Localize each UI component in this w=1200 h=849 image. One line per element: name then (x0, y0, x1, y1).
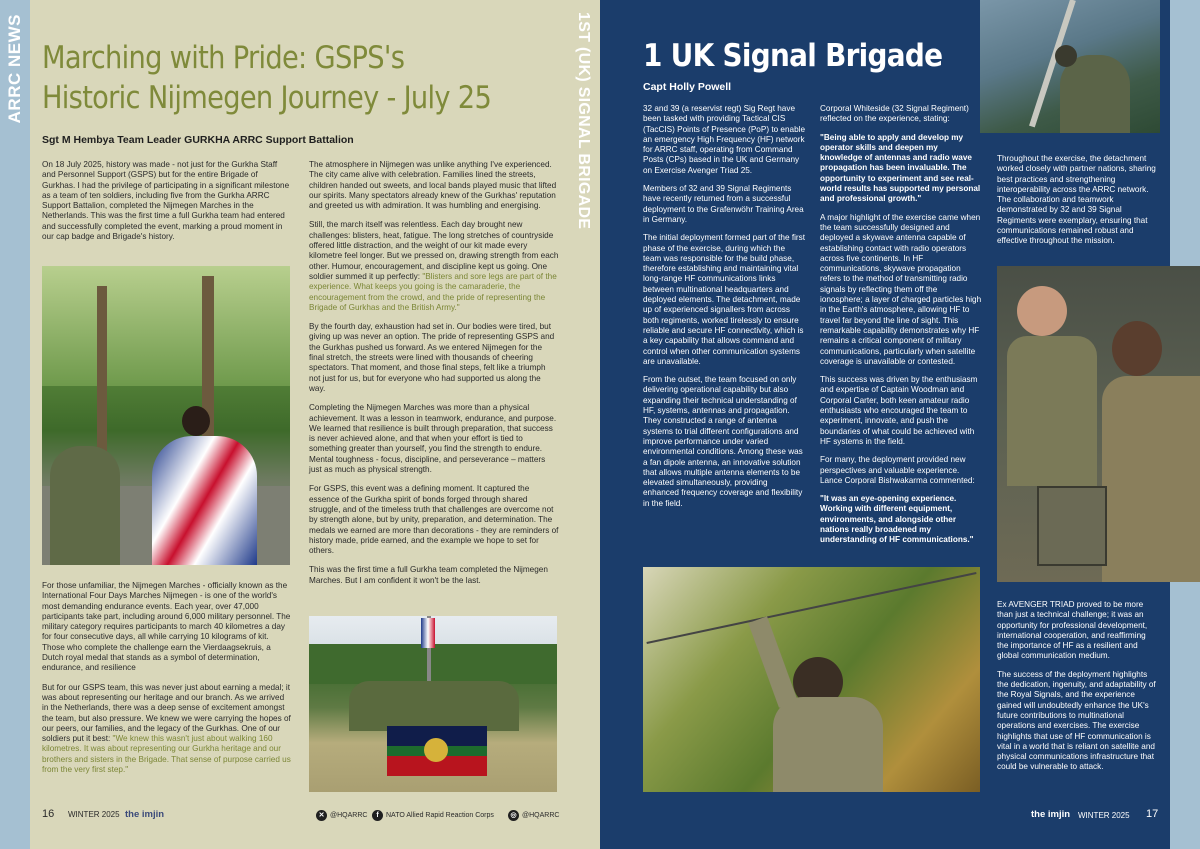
social-handle: NATO Allied Rapid Reaction Corps (386, 811, 494, 819)
section-strip (0, 0, 30, 849)
paragraph: From the outset, the team focused on only delivering operational capability but also expanding their technical understanding of HF, systems, antennas and propagation. They constructed a range of antenna systems to trial different configurations and improve performance under varied environmental conditions. Among these was a fan dipole antenna, an innovative solution that allows multiple antenna elements to be elevated simultaneously, providing enhanced frequency coverage and flexibility in the field. (643, 375, 803, 508)
paragraph: By the fourth day, exhaustion had set in. Our bodies were tired, but giving up was never an option. The pride of representing GSPS and the Gurkhas pushed us forward. As we entered Nijmegen for the final stretch, the streets were lined with thousands of cheering spectators. That moment, and those final steps, felt like a triumph not just for us, but for everyone who had supported us along the way. (309, 322, 555, 393)
paragraph: The atmosphere in Nijmegen was unlike anything I've experienced. The city came alive with celebration. Families lined the streets, children handed out sweets, and local bands played music that lifted our spirits. Many spectators already knew of the Gurkhas' reputation and greeted us with admiration. It was humbling and energising. (309, 160, 557, 211)
x-icon: ✕ (316, 810, 327, 821)
social-x-link[interactable] (316, 809, 367, 821)
section-tag: 1ST (UK) SIGNAL BRIGADE (575, 12, 592, 230)
page-number: 16 (42, 808, 55, 820)
photo-radio-operators (997, 266, 1200, 582)
article-headline: Marching with Pride: GSPS's Historic Nijmegen Journey - July 25 (42, 40, 492, 116)
article-column-1-bottom (42, 581, 292, 784)
facebook-icon: f (372, 810, 383, 821)
section-tag: ARRC NEWS (5, 14, 24, 124)
issue-season: WINTER 2025 (1078, 811, 1130, 820)
article-column-1-top (42, 160, 292, 251)
paragraph: This was the first time a full Gurkha team completed the Nijmegen Marches. But I am confident it won't be the last. (309, 565, 548, 585)
paragraph: For many, the deployment provided new perspectives and valuable experience. Lance Corporal Bishwakarma commented: (820, 455, 975, 485)
instagram-icon: ◎ (508, 810, 519, 821)
paragraph: On 18 July 2025, history was made - not just for the Gurkha Staff and Personnel Support (GSPS) but for the entire Brigade of Gurkhas. I had the privilege of participating in a significant milestone as a team of ten soldiers, including five from the Gurkha ARRC Support Battalion, completed the Nijmegen Marches in the Netherlands. This was the first time a full Gurkha team had entered and successfully completed the event, marking a proud moment in our cap badge and Brigade's history. (42, 160, 290, 242)
paragraph: This success was driven by the enthusiasm and expertise of Captain Woodman and Corporal Carter, both keen amateur radio enthusiasts who encouraged the team to experiment, innovate, and push the boundaries of what could be achieved with HF systems in the field. (820, 375, 978, 446)
paragraph: Ex AVENGER TRIAD proved to be more than just a technical challenge; it was an opportunity for professional development, international cooperation, and reaffirming the importance of HF as a resilient and global communication medium. (997, 600, 1148, 661)
photo-antenna-rigging (643, 567, 980, 792)
article-column-1 (643, 104, 805, 517)
social-handle: @HQARRC (522, 811, 560, 819)
photo-marchers (42, 266, 290, 565)
pull-quote: "Blisters and sore legs are part of the experience. What keeps you going is the camaraderie, the encouragement from the crowd, and the pride of representing the Brigade of Gurkhas and the British Army." (309, 271, 557, 312)
paragraph: The success of the deployment highlights the dedication, ingenuity, and adaptability of the Royal Signals, and the experience gained will undoubtedly enhance the UK's future contributions to multinational operations and exercises. The exercise highlights that use of HF communication is vital in a world that is reliant on satellite and physical communications infrastructure that could be vulnerable to attack. (997, 669, 1156, 772)
photo-mast-climber (980, 0, 1160, 133)
magazine-name: the imjin (125, 809, 165, 820)
issue-season: WINTER 2025 (68, 810, 120, 819)
photo-team-group (309, 616, 557, 792)
social-instagram-link[interactable] (508, 809, 559, 821)
pull-quote: "It was an eye-opening experience. Working with different equipment, environments, and alongside other nations really broadened my understanding of HF communications." (820, 494, 974, 545)
article-column-3-top (997, 154, 1159, 255)
magazine-name: the imjin (1031, 809, 1071, 820)
social-facebook-link[interactable] (372, 809, 494, 821)
pull-quote: "Being able to apply and develop my operator skills and deepen my knowledge of antennas and radio wave propagation has been invaluable. The opportunity to experiment and see real-world results has supported my personal and professional growth." (820, 132, 981, 204)
paragraph: Corporal Whiteside (32 Signal Regiment) reflected on the experience, stating: (820, 104, 969, 124)
pull-quote: "We knew this wasn't just about walking 160 kilometres. It was about representing our Gurkha heritage and our brothers and sisters in the Brigade. That sense of purpose carried us from the very first step." (42, 734, 291, 775)
article-column-3-bottom (997, 600, 1159, 781)
paragraph: Members of 32 and 39 Signal Regiments have recently returned from a successful deployment to the Grafenwöhr Training Area in Germany. (643, 184, 804, 224)
paragraph: 32 and 39 (a reservist regt) Sig Regt have been tasked with providing Tactical CIS (TacCIS) Points of Presence (PoP) to enable an emergency High Frequency (HF) network for ARRC staff, operating from Command Posts (CPs) based in the UK and Germany on Exercise Avenger Triad 25. (643, 104, 806, 175)
paragraph: For GSPS, this event was a defining moment. It captured the essence of the Gurkha spirit of bonds forged through shared struggle, and of the timeless truth that challenges are overcome not by strength alone, but by unity, preparation, and determination. The medals we earned are more than decorations - they are reminders of history made, pride earned, and the example we hope to set for others. (309, 484, 559, 556)
social-handle: @HQARRC (330, 811, 368, 819)
paragraph: Completing the Nijmegen Marches was more than a physical achievement. It was a lesson in teamwork, endurance, and purpose. We learned that resilience is built through preparation, that success is never achieved alone, and that when your effort is tied to something greater than yourself, you find the strength to endure. Mental toughness - focus, discipline, and perseverance – matters just as much as physical strength. (309, 403, 557, 475)
article-headline: 1 UK Signal Brigade (643, 38, 943, 74)
article-byline: Sgt M Hembya Team Leader GURKHA ARRC Support Battalion (42, 134, 354, 146)
page-number: 17 (1146, 808, 1159, 820)
paragraph: The initial deployment formed part of the first phase of the exercise, during which the team was responsible for the build phase, therefore establishing and maintaining vital long-range HF communications links between multinational headquarters and deployed elements. The detachment, made up of experienced signallers from across both regiments, worked tirelessly to ensure reliable and secure HF connectivity, which is a key capability that allows command and control when other communication systems are unavailable. (643, 233, 806, 366)
paragraph: But for our GSPS team, this was never just about earning a medal; it was about representing our heritage and our branch. As we arrived in the Netherlands, there was a deep sense of excitement amongst the team, but also pressure. We knew we were carrying the hopes of our peers, our families, and the legacy of the Gurkhas. One of our soldiers put it best: (42, 682, 291, 744)
paragraph: A major highlight of the exercise came when the team successfully designed and deployed a skywave antenna capable of establishing contact with radio operators across five continents. In HF communications, skywave propagation refers to the method of transmitting radio signals by reflecting them off the ionosphere; a layer of charged particles high in the Earth's atmosphere, allowing HF to travel far beyond the line of sight. This remarkable capability demonstrates why HF remains a critical component of military communications, particularly when satellite coverage is unavailable or contested. (820, 212, 982, 366)
article-byline: Capt Holly Powell (643, 81, 732, 93)
article-column-2 (820, 104, 982, 554)
article-column-2 (309, 160, 559, 595)
paragraph: Throughout the exercise, the detachment worked closely with partner nations, sharing best practices and strengthening interoperability across the ARRC network. The collaboration and teamwork demonstrated by 32 and 39 Signal Regiments were exemplary, ensuring that communications remained robust and effective throughout the mission. (997, 154, 1156, 246)
paragraph: Still, the march itself was relentless. Each day brought new challenges: blisters, heat, fatigue. The long stretches of countryside offered little distraction, and the weight of our kit made every kilometre feel longer. But we pressed on, drawing strength from each other. Humour, encouragement, and discipline kept us going. One soldier summed it up perfectly: (309, 220, 559, 281)
paragraph: For those unfamiliar, the Nijmegen Marches - officially known as the International Four Days Marches Nijmegen - is one of the world's most demanding endurance events. Each year, over 47,000 participants take part, including around 6,000 military personnel. The military category requires participants to march 40 kilometres a day for four consecutive days, all while carrying 10 kilograms of kit. Those who complete the challenge earn the Vierdaagsekruis, a Dutch royal medal that stands as a symbol of determination, endurance, and resilience (42, 581, 291, 673)
